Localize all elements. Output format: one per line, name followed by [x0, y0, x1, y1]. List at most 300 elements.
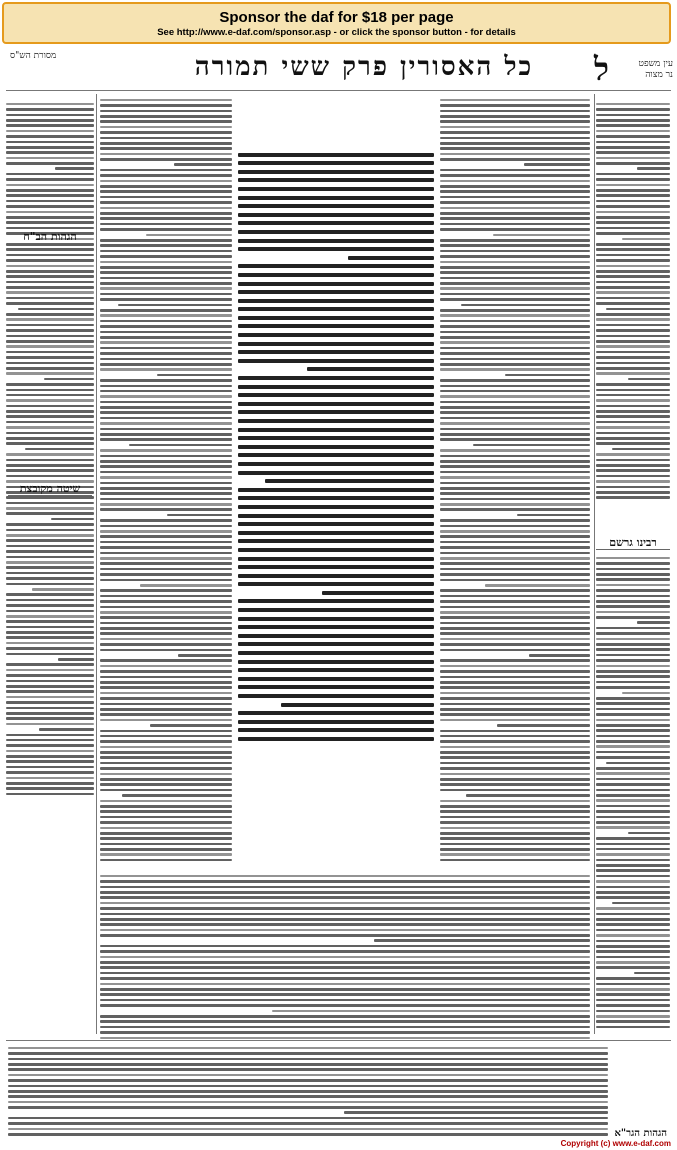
text-line [238, 170, 434, 174]
text-line [596, 216, 670, 219]
text-line [6, 669, 94, 672]
text-line [440, 708, 590, 711]
text-line [238, 402, 434, 406]
text-line [628, 832, 670, 835]
text-line [6, 464, 94, 467]
text-line [440, 336, 590, 339]
text-line [238, 522, 434, 526]
text-line [596, 486, 670, 489]
text-line [596, 103, 670, 106]
text-line [100, 406, 232, 409]
text-line [6, 114, 94, 117]
text-line [238, 634, 434, 638]
text-line [596, 1004, 670, 1007]
text-line [100, 778, 232, 781]
text-line [6, 712, 94, 715]
text-line [596, 184, 670, 187]
text-line [100, 131, 232, 134]
text-line [100, 719, 232, 722]
text-line [100, 438, 232, 441]
text-line [100, 196, 232, 199]
text-line [596, 119, 670, 122]
text-line [440, 476, 590, 479]
text-line [100, 385, 232, 388]
text-line [493, 234, 591, 237]
text-line [58, 658, 94, 661]
text-line [100, 762, 232, 765]
text-line [100, 929, 590, 932]
text-line [6, 211, 94, 214]
text-line [440, 697, 590, 700]
sponsor-banner-title: Sponsor the daf for $18 per page [219, 9, 454, 26]
text-line [596, 281, 670, 284]
text-line [6, 141, 94, 144]
text-line [440, 649, 590, 652]
text-line [6, 297, 94, 300]
text-line [596, 573, 670, 576]
text-line [6, 723, 94, 726]
text-line [100, 207, 232, 210]
text-line [6, 577, 94, 580]
text-line [100, 363, 232, 366]
text-line [238, 660, 434, 664]
text-line [238, 488, 434, 492]
text-line [100, 611, 232, 614]
text-line [440, 277, 590, 280]
shita-mekubetzet-heading: שיטה מקובצת [8, 482, 92, 496]
text-line [100, 255, 232, 258]
text-line [100, 638, 232, 641]
text-line [596, 459, 670, 462]
text-line [100, 961, 590, 964]
text-line [100, 886, 590, 889]
text-line [238, 350, 434, 354]
text-line [238, 514, 434, 518]
gemara-main-text [238, 148, 434, 748]
text-line [8, 1117, 608, 1120]
text-line [100, 557, 232, 560]
text-line [596, 410, 670, 413]
text-line [6, 550, 94, 553]
text-line [440, 853, 590, 856]
text-line [100, 535, 232, 538]
text-line [440, 546, 590, 549]
text-line [344, 1111, 608, 1114]
text-line [440, 158, 590, 161]
text-line [307, 367, 434, 371]
footer-divider [6, 1040, 671, 1041]
text-line [596, 643, 670, 646]
text-line [140, 584, 232, 587]
text-line [6, 356, 94, 359]
text-line [596, 1020, 670, 1023]
text-line [100, 287, 232, 290]
text-line [100, 190, 232, 193]
text-line [6, 793, 94, 796]
text-line [6, 189, 94, 192]
text-line [440, 589, 590, 592]
text-line [440, 735, 590, 738]
text-line [440, 676, 590, 679]
text-line [596, 173, 670, 176]
text-line [596, 421, 670, 424]
text-line [100, 643, 232, 646]
text-line [596, 956, 670, 959]
text-line [6, 496, 94, 499]
text-line [238, 187, 434, 191]
text-line [596, 794, 670, 797]
text-line [8, 1063, 608, 1066]
text-line [6, 696, 94, 699]
text-line [100, 508, 232, 511]
text-line [6, 302, 94, 305]
text-line [440, 406, 590, 409]
text-line [100, 271, 232, 274]
text-line [596, 480, 670, 483]
text-line [100, 600, 232, 603]
text-line [596, 654, 670, 657]
text-line [100, 174, 232, 177]
text-line [596, 491, 670, 494]
text-line [440, 244, 590, 247]
text-line [238, 539, 434, 543]
text-line [596, 108, 670, 111]
text-line [596, 302, 670, 305]
text-line [100, 934, 590, 937]
text-line [6, 647, 94, 650]
hagahot-hagra-text [8, 1044, 608, 1138]
text-line [596, 816, 670, 819]
text-line [6, 523, 94, 526]
text-line [238, 428, 434, 432]
text-line [100, 756, 232, 759]
text-line [6, 345, 94, 348]
text-line [440, 498, 590, 501]
text-line [596, 259, 670, 262]
text-line [100, 676, 232, 679]
text-line [100, 104, 232, 107]
text-line [100, 244, 232, 247]
text-line [596, 681, 670, 684]
text-line [596, 966, 670, 969]
text-line [238, 453, 434, 457]
text-line [440, 465, 590, 468]
sponsor-banner[interactable] [2, 2, 671, 44]
text-line [596, 713, 670, 716]
text-line [100, 546, 232, 549]
text-line [100, 697, 232, 700]
text-line [596, 999, 670, 1002]
text-line [100, 266, 232, 269]
text-line [440, 137, 590, 140]
text-line [440, 692, 590, 695]
text-line [100, 476, 232, 479]
text-line [6, 130, 94, 133]
text-line [238, 221, 434, 225]
text-line [440, 341, 590, 344]
text-line [596, 605, 670, 608]
text-line [612, 448, 670, 451]
text-line [596, 464, 670, 467]
text-line [6, 291, 94, 294]
text-line [596, 675, 670, 678]
text-line [596, 227, 670, 230]
text-line [596, 627, 670, 630]
text-line [440, 223, 590, 226]
text-line [440, 390, 590, 393]
text-line [6, 512, 94, 515]
text-line [100, 730, 232, 733]
text-line [596, 562, 670, 565]
text-line [238, 651, 434, 655]
text-line [8, 1090, 608, 1093]
text-line [440, 169, 590, 172]
text-line [100, 277, 232, 280]
text-line [596, 988, 670, 991]
text-line [238, 711, 434, 715]
text-line [596, 853, 670, 856]
text-line [100, 875, 590, 878]
text-line [100, 665, 232, 668]
text-line [6, 534, 94, 537]
talmud-page [4, 48, 673, 1144]
text-line [440, 460, 590, 463]
text-line [100, 390, 232, 393]
text-line [596, 896, 670, 899]
text-line [238, 642, 434, 646]
text-line [6, 561, 94, 564]
text-line [100, 460, 232, 463]
text-line [238, 471, 434, 475]
text-line [6, 744, 94, 747]
text-line [596, 907, 670, 910]
text-line [6, 642, 94, 645]
text-line [596, 961, 670, 964]
text-line [100, 217, 232, 220]
text-line [596, 864, 670, 867]
text-line [6, 734, 94, 737]
text-line [18, 308, 94, 311]
text-line [100, 261, 232, 264]
text-line [100, 800, 232, 803]
text-line [100, 201, 232, 204]
text-line [100, 379, 232, 382]
text-line [440, 837, 590, 840]
text-line [6, 556, 94, 559]
text-line [100, 433, 232, 436]
text-line [100, 417, 232, 420]
text-line [6, 351, 94, 354]
text-line [6, 200, 94, 203]
text-line [8, 1079, 608, 1082]
text-line [100, 428, 232, 431]
text-line [6, 313, 94, 316]
text-line [596, 810, 670, 813]
text-line [440, 142, 590, 145]
text-line [440, 363, 590, 366]
text-line [100, 239, 232, 242]
text-line [440, 778, 590, 781]
text-line [6, 405, 94, 408]
text-line [596, 178, 670, 181]
text-line [440, 309, 590, 312]
text-line [596, 708, 670, 711]
text-line [6, 437, 94, 440]
text-line [8, 1095, 608, 1098]
text-line [100, 573, 232, 576]
text-line [440, 190, 590, 193]
text-line [596, 745, 670, 748]
text-line [6, 787, 94, 790]
text-line [238, 230, 434, 234]
text-line [596, 826, 670, 829]
text-line [596, 475, 670, 478]
text-line [440, 562, 590, 565]
text-line [596, 189, 670, 192]
text-line [596, 286, 670, 289]
text-line [596, 724, 670, 727]
text-line [6, 254, 94, 257]
text-line [440, 756, 590, 759]
text-line [596, 291, 670, 294]
text-line [100, 562, 232, 565]
text-line [596, 735, 670, 738]
text-line [440, 638, 590, 641]
hagahot-hagra-label: הגהות הגר"א [614, 1128, 667, 1139]
text-line [238, 299, 434, 303]
text-line [596, 275, 670, 278]
text-line [596, 270, 670, 273]
text-line [596, 254, 670, 257]
text-line [100, 568, 232, 571]
text-line [596, 859, 670, 862]
text-line [100, 455, 232, 458]
text-line [100, 708, 232, 711]
text-line [596, 686, 670, 689]
text-line [100, 627, 232, 630]
text-line [634, 972, 670, 975]
text-line [505, 374, 591, 377]
text-line [596, 913, 670, 916]
text-line [100, 158, 232, 161]
text-line [596, 394, 670, 397]
text-line [100, 789, 232, 792]
text-line [100, 341, 232, 344]
text-line [596, 399, 670, 402]
text-line [596, 469, 670, 472]
text-line [100, 487, 232, 490]
text-line [6, 410, 94, 413]
text-line [238, 557, 434, 561]
text-line [440, 347, 590, 350]
text-line [440, 632, 590, 635]
text-line [146, 234, 232, 237]
text-line [440, 428, 590, 431]
text-line [596, 584, 670, 587]
text-line [596, 340, 670, 343]
rabbeinu-gershom-heading: רבינו גרשם [596, 536, 670, 550]
text-line [6, 157, 94, 160]
text-line [440, 217, 590, 220]
text-line [100, 616, 232, 619]
text-line [6, 636, 94, 639]
text-line [596, 114, 670, 117]
text-line [100, 525, 232, 528]
text-line [440, 665, 590, 668]
text-line [100, 859, 232, 862]
text-line [51, 518, 94, 521]
text-line [6, 507, 94, 510]
text-line [596, 389, 670, 392]
text-line [100, 853, 232, 856]
text-line [238, 694, 434, 698]
text-line [6, 394, 94, 397]
copyright-notice[interactable]: Copyright (c) www.e-daf.com [560, 1139, 671, 1148]
text-line [606, 308, 670, 311]
text-line [596, 578, 670, 581]
text-line [440, 293, 590, 296]
text-line [238, 565, 434, 569]
text-line [6, 103, 94, 106]
text-line [6, 593, 94, 596]
text-line [596, 130, 670, 133]
text-line [100, 595, 232, 598]
text-line [440, 503, 590, 506]
text-line [6, 178, 94, 181]
text-line [440, 616, 590, 619]
text-line [238, 393, 434, 397]
text-line [238, 239, 434, 243]
text-line [100, 358, 232, 361]
text-line [440, 810, 590, 813]
text-line [440, 573, 590, 576]
text-line [440, 255, 590, 258]
text-line [8, 1106, 608, 1109]
text-line [8, 1047, 608, 1050]
text-line [100, 821, 232, 824]
text-line [6, 453, 94, 456]
text-line [238, 342, 434, 346]
ein-mishpat-label: עין משפט נר מצוה [638, 59, 673, 80]
text-line [6, 415, 94, 418]
sponsor-banner-subtitle[interactable]: See http://www.e-daf.com/sponsor.asp - or click the sponsor button - for details [157, 27, 516, 38]
text-line [596, 146, 670, 149]
text-line [8, 1068, 608, 1071]
text-line [6, 119, 94, 122]
text-line [100, 740, 232, 743]
text-line [100, 137, 232, 140]
text-line [440, 535, 590, 538]
text-line [596, 124, 670, 127]
text-line [440, 115, 590, 118]
text-line [440, 832, 590, 835]
text-line [44, 378, 94, 381]
text-line [238, 668, 434, 672]
text-line [596, 611, 670, 614]
text-line [440, 449, 590, 452]
text-line [100, 579, 232, 582]
text-line [440, 212, 590, 215]
text-line [596, 891, 670, 894]
text-line [596, 875, 670, 878]
text-line [8, 1058, 608, 1061]
text-line [440, 762, 590, 765]
text-line [100, 347, 232, 350]
text-line [6, 717, 94, 720]
text-line [100, 212, 232, 215]
text-line [440, 239, 590, 242]
text-line [473, 444, 590, 447]
